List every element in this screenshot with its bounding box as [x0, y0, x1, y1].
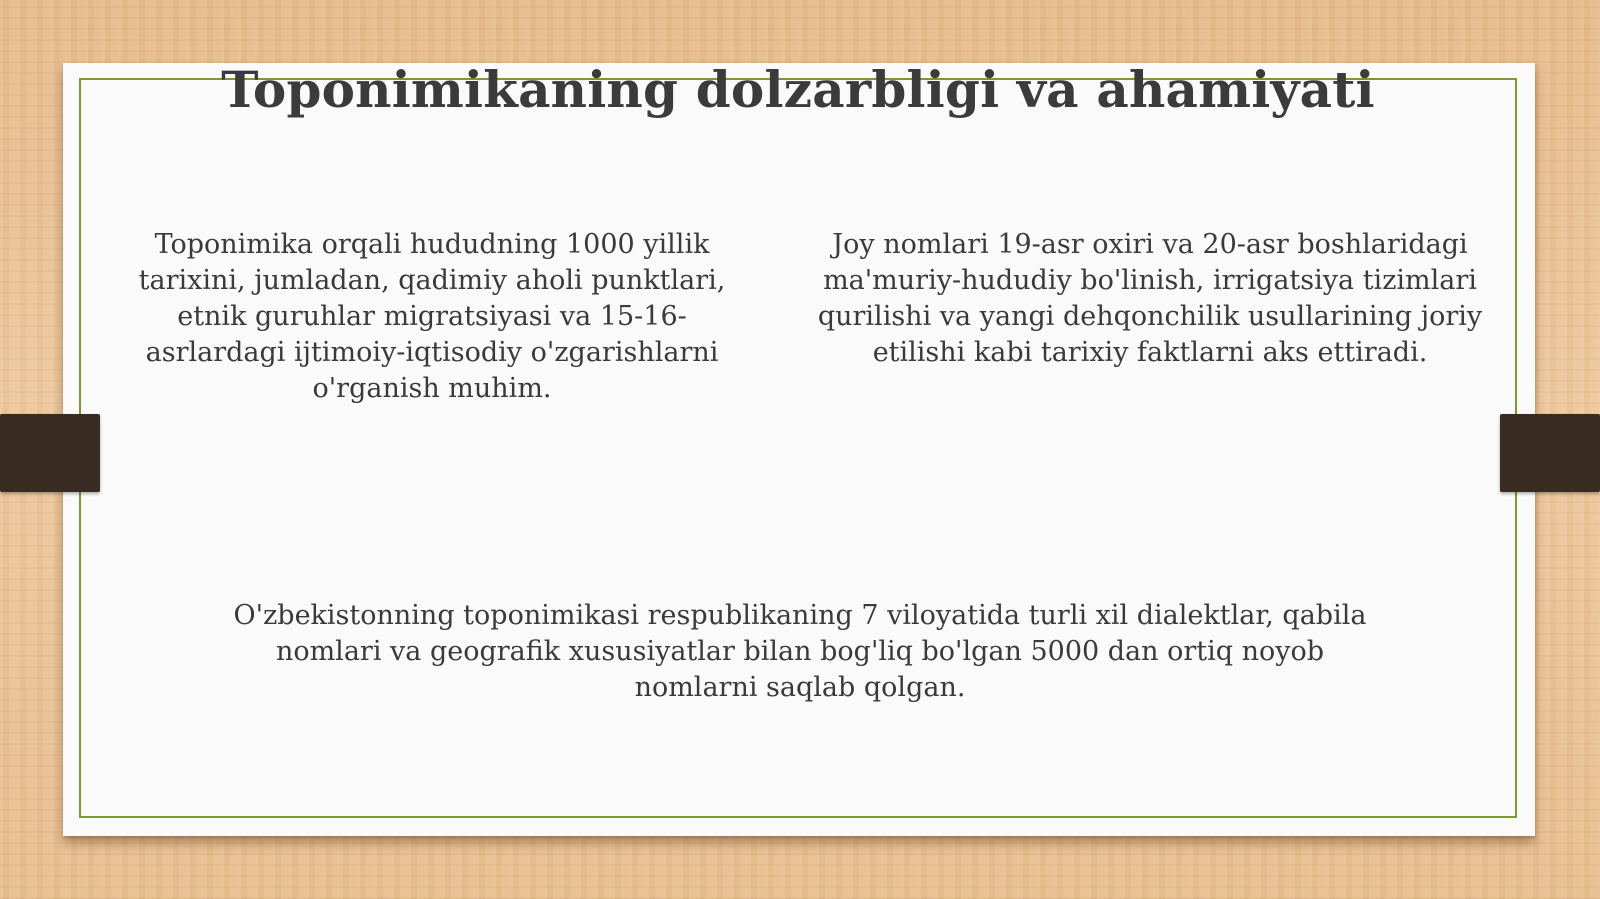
left-text-block: Toponimika orqali hududning 1000 yillik tarixini, jumladan, qadimiy aholi punktlari, etnik guruhlar migratsiyasi va 15-16-asrlardagi ijtimoiy-iqtisodiy o'zgarishlarni o'rganish muhim. — [138, 229, 726, 404]
slide-title: Toponimikaning dolzarbligi va ahamiyati — [221, 60, 1375, 119]
bottom-text-block: O'zbekistonning toponimikasi respublikaning 7 viloyatida turli xil dialektlar, qabila nomlari va geografik xususiyatlar bilan bog'liq bo'lgan 5000 dan ortiq noyob nomlarni saqlab qolgan. — [233, 600, 1367, 703]
right-binder-clip — [1500, 414, 1600, 492]
left-binder-clip — [0, 414, 100, 492]
slide-frame-border — [79, 78, 1517, 818]
right-text-block: Joy nomlari 19-asr oxiri va 20-asr boshlaridagi ma'muriy-hududiy bo'linish, irrigatsiya tizimlari qurilishi va yangi dehqonchilik usullarining joriy etilishi kabi tarixiy faktlarni aks ettiradi. — [817, 229, 1483, 368]
